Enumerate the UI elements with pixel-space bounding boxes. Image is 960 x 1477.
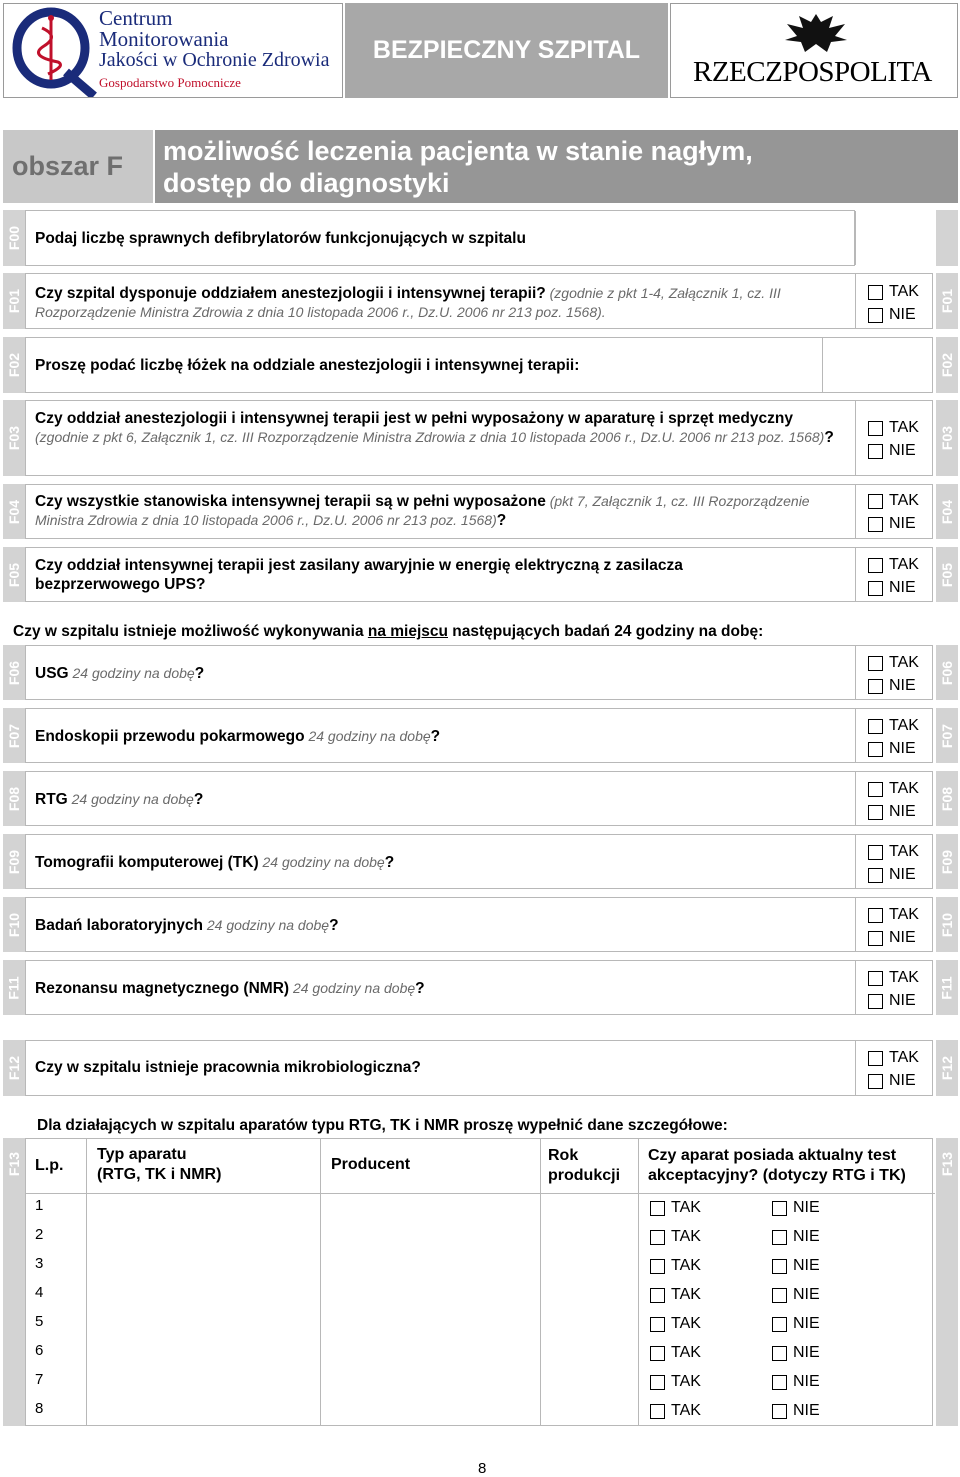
checkbox[interactable] <box>868 558 883 573</box>
code-f07-right: F07 <box>936 708 958 763</box>
code-f03-right: F03 <box>936 400 958 476</box>
f11-no-option[interactable]: NIE <box>868 992 916 1010</box>
row1-yes[interactable]: TAK <box>650 1199 701 1217</box>
checkbox[interactable] <box>772 1288 787 1303</box>
area-title <box>155 130 958 203</box>
f04-yes-option[interactable]: TAK <box>868 492 919 510</box>
col-header-year: Rok produkcji <box>548 1147 621 1184</box>
code-f05-left: F05 <box>3 547 25 602</box>
checkbox[interactable] <box>868 1074 883 1089</box>
checkbox[interactable] <box>650 1375 665 1390</box>
page-number: 8 <box>478 1460 487 1477</box>
col-header-producer: Producent <box>331 1156 411 1173</box>
code-f00-right <box>936 210 958 266</box>
checkbox[interactable] <box>868 908 883 923</box>
eagle-icon <box>781 10 851 55</box>
row-number: 7 <box>35 1371 44 1388</box>
checkbox[interactable] <box>868 285 883 300</box>
code-f03-left: F03 <box>3 400 25 476</box>
logo-line-2: Monitorowania <box>99 27 229 51</box>
checkbox[interactable] <box>868 1051 883 1066</box>
code-f00-left: F00 <box>3 210 25 266</box>
code-f02-right: F02 <box>936 337 958 393</box>
logo-line-3: Jakości w Ochronie Zdrowia <box>99 49 330 71</box>
question-f06: USG 24 godziny na dobę? <box>35 665 205 682</box>
page-title: BEZPIECZNY SZPITAL <box>345 3 668 98</box>
code-f08-left: F08 <box>3 771 25 826</box>
checkbox[interactable] <box>868 444 883 459</box>
code-f12-right: F12 <box>936 1040 958 1096</box>
checkbox[interactable] <box>868 308 883 323</box>
code-f06-right: F06 <box>936 645 958 700</box>
table-header-divider <box>25 1193 935 1194</box>
rzeczpospolita-logo <box>670 3 958 98</box>
area-title-line-1: możliwość leczenia pacjenta w stanie nagłym, <box>163 136 753 166</box>
row6-yes[interactable]: TAK <box>650 1344 701 1362</box>
row-number: 4 <box>35 1284 44 1301</box>
col-header-acceptance-test: Czy aparat posiada aktualny test akceptacyjny? (dotyczy RTG i TK) <box>648 1147 906 1184</box>
cmjwoz-logo <box>3 3 343 98</box>
f12-no-option[interactable]: NIE <box>868 1072 916 1090</box>
code-f08-right: F08 <box>936 771 958 826</box>
f12-yes-option[interactable]: TAK <box>868 1049 919 1067</box>
f06-yes-option[interactable]: TAK <box>868 654 919 672</box>
checkbox[interactable] <box>868 719 883 734</box>
checkbox[interactable] <box>650 1259 665 1274</box>
f07-yes-option[interactable]: TAK <box>868 717 919 735</box>
f11-yes-option[interactable]: TAK <box>868 969 919 987</box>
area-label: obszar F <box>3 130 153 203</box>
f08-yes-option[interactable]: TAK <box>868 780 919 798</box>
code-f10-right: F10 <box>936 897 958 952</box>
row3-no[interactable]: NIE <box>772 1257 820 1275</box>
code-f02-left: F02 <box>3 337 25 393</box>
table-col-divider <box>86 1138 87 1426</box>
question-f07: Endoskopii przewodu pokarmowego 24 godziny na dobę? <box>35 728 441 745</box>
f04-no-option[interactable]: NIE <box>868 515 916 533</box>
checkbox[interactable] <box>650 1317 665 1332</box>
row7-yes[interactable]: TAK <box>650 1373 701 1391</box>
row5-no[interactable]: NIE <box>772 1315 820 1333</box>
row8-no[interactable]: NIE <box>772 1402 820 1420</box>
checkbox[interactable] <box>650 1404 665 1419</box>
table-col-divider <box>638 1138 639 1426</box>
f05-no-option[interactable]: NIE <box>868 579 916 597</box>
checkbox[interactable] <box>868 805 883 820</box>
row2-yes[interactable]: TAK <box>650 1228 701 1246</box>
checkbox[interactable] <box>772 1201 787 1216</box>
f01-no-option[interactable]: NIE <box>868 306 916 324</box>
row5-yes[interactable]: TAK <box>650 1315 701 1333</box>
f08-no-option[interactable]: NIE <box>868 803 916 821</box>
checkbox[interactable] <box>868 994 883 1009</box>
row-number: 3 <box>35 1255 44 1272</box>
f03-yes-option[interactable]: TAK <box>868 419 919 437</box>
table-col-divider <box>320 1138 321 1426</box>
code-f06-left: F06 <box>3 645 25 700</box>
code-f10-left: F10 <box>3 897 25 952</box>
defibrillator-count-input[interactable] <box>855 211 934 265</box>
checkbox[interactable] <box>868 517 883 532</box>
checkbox[interactable] <box>772 1230 787 1245</box>
code-f04-left: F04 <box>3 484 25 539</box>
code-f13-right: F13 <box>936 1138 958 1426</box>
row-number: 2 <box>35 1226 44 1243</box>
f07-no-option[interactable]: NIE <box>868 740 916 758</box>
question-f00: Podaj liczbę sprawnych defibrylatorów funkcjonujących w szpitalu <box>35 230 526 247</box>
checkbox[interactable] <box>650 1346 665 1361</box>
question-f03: Czy oddział anestezjologii i intensywnej terapii jest w pełni wyposażony w aparaturę i sprzęt medyczny (zgodnie z pkt 6, Załącznik 1, cz. III Rozporządzenie Ministra Zdrowia z dnia 10 listopada 2006 r., Dz.U. 2006 nr 213 poz. 1568)? <box>35 410 834 446</box>
checkbox[interactable] <box>868 581 883 596</box>
bed-count-input[interactable] <box>822 338 934 392</box>
question-f05: Czy oddział intensywnej terapii jest zasilany awaryjnie w energię elektryczną z zasilacza bezprzerwowego UPS? <box>35 557 683 593</box>
legal-reference: (zgodnie z pkt 6, Załącznik 1, cz. III Rozporządzenie Ministra Zdrowia z dnia 10 listopada 2006 r., Dz.U. 2006 nr 213 poz. 1568) <box>35 429 825 445</box>
question-f08: RTG 24 godziny na dobę? <box>35 791 204 808</box>
answer-cell-f03 <box>855 401 934 475</box>
legal-reference: (zgodnie z pkt 1-4, Załącznik 1, cz. III Rozporządzenie Ministra Zdrowia z dnia 10 listopada 2006 r., Dz.U. 2006 nr 213 poz. 1568). <box>35 285 781 320</box>
question-f11: Rezonansu magnetycznego (NMR) 24 godziny na dobę? <box>35 980 425 997</box>
logo-line-4: Gospodarstwo Pomocnicze <box>99 75 241 90</box>
area-title-line-2: dostęp do diagnostyki <box>163 168 450 198</box>
code-f13-left: F13 <box>3 1138 25 1426</box>
row1-no[interactable]: NIE <box>772 1199 820 1217</box>
row4-no[interactable]: NIE <box>772 1286 820 1304</box>
legal-reference: (pkt 7, Załącznik 1, cz. III Rozporządzenie Ministra Zdrowia z dnia 10 listopada 2006 r., Dz.U. 2006 nr 213 poz. 1568) <box>35 493 810 528</box>
checkbox[interactable] <box>868 421 883 436</box>
f05-yes-option[interactable]: TAK <box>868 556 919 574</box>
row2-no[interactable]: NIE <box>772 1228 820 1246</box>
checkbox[interactable] <box>772 1346 787 1361</box>
checkbox[interactable] <box>650 1201 665 1216</box>
code-f11-right: F11 <box>936 960 958 1015</box>
row-number: 8 <box>35 1400 44 1417</box>
row6-no[interactable]: NIE <box>772 1344 820 1362</box>
checkbox[interactable] <box>772 1375 787 1390</box>
checkbox[interactable] <box>772 1259 787 1274</box>
code-f01-right: F01 <box>936 273 958 329</box>
checkbox[interactable] <box>868 868 883 883</box>
f06-no-option[interactable]: NIE <box>868 677 916 695</box>
f03-no-option[interactable]: NIE <box>868 442 916 460</box>
question-f10: Badań laboratoryjnych 24 godziny na dobę? <box>35 917 339 934</box>
row-number: 6 <box>35 1342 44 1359</box>
checkbox[interactable] <box>868 782 883 797</box>
exams-section-heading: Czy w szpitalu istnieje możliwość wykonywania na miejscu następujących badań 24 godziny na dobę: <box>13 623 764 640</box>
checkbox[interactable] <box>772 1317 787 1332</box>
f01-yes-option[interactable]: TAK <box>868 283 919 301</box>
row8-yes[interactable]: TAK <box>650 1402 701 1420</box>
checkbox[interactable] <box>868 931 883 946</box>
checkbox[interactable] <box>650 1230 665 1245</box>
f09-yes-option[interactable]: TAK <box>868 843 919 861</box>
row-number: 1 <box>35 1197 44 1214</box>
checkbox[interactable] <box>868 742 883 757</box>
code-f09-left: F09 <box>3 834 25 889</box>
code-f12-left: F12 <box>3 1040 25 1096</box>
f09-no-option[interactable]: NIE <box>868 866 916 884</box>
code-f01-left: F01 <box>3 273 25 329</box>
code-f04-right: F04 <box>936 484 958 539</box>
checkbox[interactable] <box>650 1288 665 1303</box>
logo-line-1: Centrum <box>99 6 173 30</box>
question-f09: Tomografii komputerowej (TK) 24 godziny na dobę? <box>35 854 395 871</box>
question-f04: Czy wszystkie stanowiska intensywnej terapii są w pełni wyposażone (pkt 7, Załącznik 1, cz. III Rozporządzenie Ministra Zdrowia z dnia 10 listopada 2006 r., Dz.U. 2006 nr 213 poz. 1568)? <box>35 493 810 529</box>
f13-heading: Dla działających w szpitalu aparatów typu RTG, TK i NMR proszę wypełnić dane szczegółowe: <box>37 1117 728 1134</box>
question-f12: Czy w szpitalu istnieje pracownia mikrobiologiczna? <box>35 1059 421 1076</box>
table-col-divider <box>540 1138 541 1426</box>
code-f05-right: F05 <box>936 547 958 602</box>
checkbox[interactable] <box>868 656 883 671</box>
row7-no[interactable]: NIE <box>772 1373 820 1391</box>
checkbox[interactable] <box>868 679 883 694</box>
question-f01: Czy szpital dysponuje oddziałem anestezjologii i intensywnej terapii? (zgodnie z pkt 1-4, Załącznik 1, cz. III Rozporządzenie Ministra Zdrowia z dnia 10 listopada 2006 r., Dz.U. 2006 nr 213 poz. 1568). <box>35 285 781 320</box>
row-number: 5 <box>35 1313 44 1330</box>
checkbox[interactable] <box>868 971 883 986</box>
col-header-type: Typ aparatu (RTG, TK i NMR) <box>97 1146 222 1183</box>
rzeczpospolita-wordmark: RZECZPOSPOLITA <box>693 56 932 88</box>
checkbox[interactable] <box>868 494 883 509</box>
f10-no-option[interactable]: NIE <box>868 929 916 947</box>
f10-yes-option[interactable]: TAK <box>868 906 919 924</box>
checkbox[interactable] <box>868 845 883 860</box>
row3-yes[interactable]: TAK <box>650 1257 701 1275</box>
checkbox[interactable] <box>772 1404 787 1419</box>
code-f09-right: F09 <box>936 834 958 889</box>
code-f11-left: F11 <box>3 960 25 1015</box>
row4-yes[interactable]: TAK <box>650 1286 701 1304</box>
col-header-lp: L.p. <box>35 1157 64 1174</box>
question-f02: Proszę podać liczbę łóżek na oddziale anestezjologii i intensywnej terapii: <box>35 357 580 374</box>
code-f07-left: F07 <box>3 708 25 763</box>
